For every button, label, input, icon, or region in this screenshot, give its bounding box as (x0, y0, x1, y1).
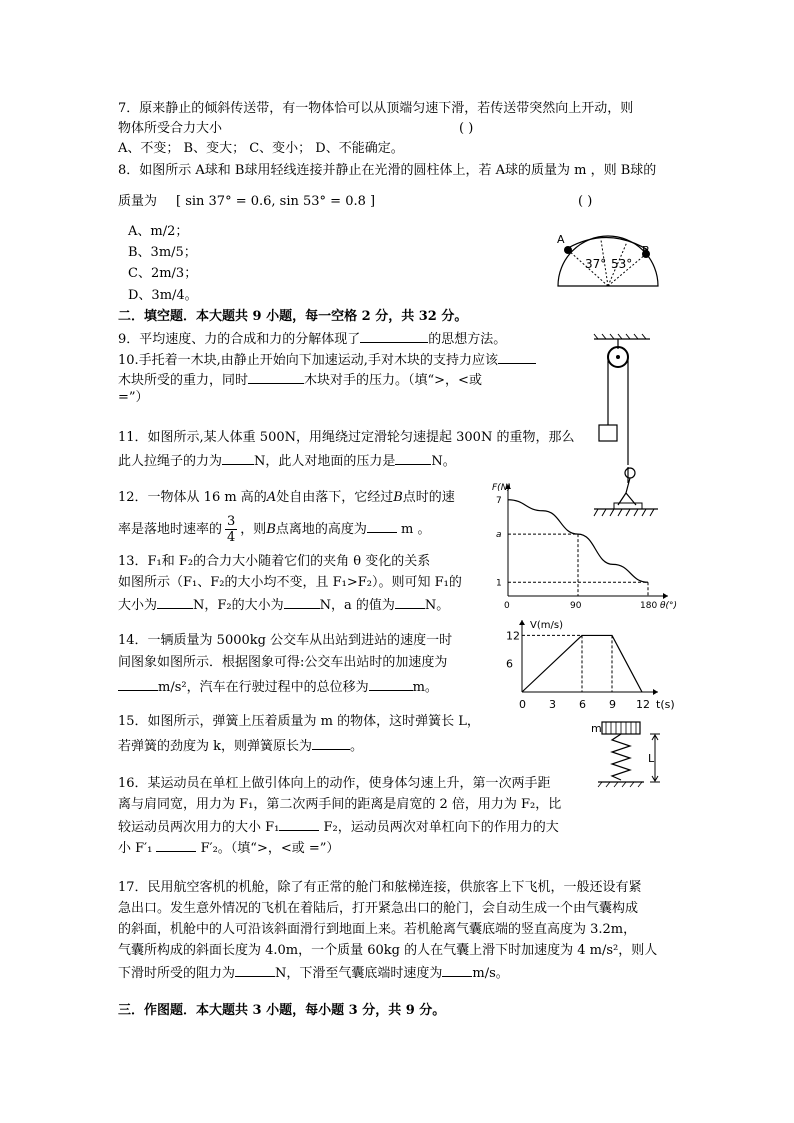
q10-line2-post: 木块对手的压力。（填“>，<或 (304, 373, 482, 388)
x-tick-6: 6 (579, 698, 586, 711)
q8-option-a: A、m/2； (128, 224, 189, 239)
angle-37: 37° (585, 257, 607, 271)
q10-line1 (118, 351, 536, 369)
x-tick-90: 90 (570, 601, 582, 611)
string (568, 237, 648, 250)
q15-l2pre: 若弹簧的劲度为 k，则弹簧原长为 (118, 739, 313, 754)
q13-l3m1: N，F₂的大小为 (193, 598, 284, 613)
q11-blank1[interactable] (222, 452, 254, 465)
q8-line1: 8．如图所示 A球和 B球用轻线连接并静止在光滑的圆柱体上，若 A球的质量为 m ，则 B球的 (118, 163, 657, 178)
velocity-line (522, 635, 642, 692)
q12-l1c: 处自由落下，它经过 (276, 490, 394, 505)
q10-blank1[interactable] (498, 351, 536, 364)
q13-force-angle-chart (486, 478, 676, 616)
q13-blank2[interactable] (284, 596, 320, 609)
q16-blank2[interactable] (156, 839, 196, 852)
person-head (625, 468, 635, 478)
length-label: L (648, 752, 655, 765)
x-tick-12: 12 (636, 698, 650, 711)
q12-l2ma: ，则 (240, 522, 267, 537)
q14-velocity-time-chart (500, 616, 675, 712)
label-b: B (642, 244, 650, 257)
q14-line1: 14．一辆质量为 5000kg 公交车从出站到进站的速度一时 (118, 633, 453, 648)
q14-blank2[interactable] (369, 678, 413, 691)
q12-l2mc: 点离地的高度为 (275, 522, 367, 537)
q10-blank2[interactable] (248, 371, 304, 384)
q9 (118, 330, 506, 348)
q13-line1: 13．F₁和 F₂的合力大小随着它们的夹角 θ 变化的关系 (118, 554, 431, 569)
q15-l2post: 。 (350, 739, 364, 754)
q17-l5post: m/s。 (472, 966, 509, 981)
q10-line3: =”） (118, 390, 149, 405)
q12-l1a: 12．一物体从 16 m 高的 (118, 490, 267, 505)
frac-num: 3 (227, 514, 236, 529)
q12-l1b: A (266, 490, 277, 505)
q16-line3 (118, 818, 559, 836)
q15-line1: 15．如图所示，弹簧上压着质量为 m 的物体，这时弹簧长 L， (118, 714, 480, 729)
q17-line5 (118, 964, 509, 982)
y-tick-1: 1 (496, 578, 502, 589)
q10-line2-pre: 木块所受的重力，同时 (118, 373, 249, 388)
y-axis-arrow (519, 620, 525, 625)
q8-cylinder-figure (553, 228, 663, 290)
x-tick-0: 0 (504, 601, 510, 611)
q10-line2 (118, 371, 482, 389)
q14-line2: 间图象如图所示．根据图象可得:公交车出站时的加速度为 (118, 655, 448, 670)
q8-formula: [ sin 37° = 0.6, sin 53° = 0.8 ] (176, 194, 376, 209)
q17-l5mid: N，下滑至气囊底端时速度为 (275, 966, 443, 981)
q11-line2-pre: 此人拉绳子的力为 (118, 454, 223, 469)
q16-l3post: F₂，运动员两次对单杠向下的作用力的大 (323, 820, 559, 835)
q8-option-d: D、3m/4。 (128, 288, 198, 303)
q11-blank2[interactable] (395, 452, 431, 465)
q11-line2 (118, 452, 456, 470)
q12-l2post: m 。 (401, 522, 431, 537)
q16-blank1[interactable] (279, 818, 319, 831)
q14-l3mid: m/s²，汽车在行驶过程中的总位移为 (158, 680, 369, 695)
q11-line1: 11．如图所示,某人体重 500N，用绳绕过定滑轮匀速提起 300N 的重物，那么 (118, 430, 575, 445)
q9-post: 的思想方法。 (428, 332, 507, 347)
q17-line3: 的斜面，机舱中的人可沿该斜面滑行到地面上来。若机舱离气囊底端的竖直高度为 3.2m， (118, 922, 637, 937)
section3-title: 三．作图题．本大题共 3 小题，每小题 3 分，共 9 分。 (118, 1003, 446, 1018)
q12-line1 (118, 490, 455, 506)
q10-line1-text: 10.手托着一木块,由静止开始向下加速运动,手对木块的支持力应该 (118, 353, 498, 368)
y-tick-7: 7 (496, 495, 502, 506)
q16-l4post: F′₂。（填“>，<或 =”） (200, 841, 340, 856)
q17-line2: 急出口。发生意外情况的飞机在着陆后，打开紧急出口的舱门，会自动生成一个由气囊构成 (118, 901, 639, 916)
q12-line2 (118, 513, 431, 547)
q7-line1: 7．原来静止的倾斜传送带，有一物体恰可以从顶端匀速下滑，若传送带突然向上开动，则 (118, 101, 634, 116)
q12-l1d: B (393, 490, 403, 505)
y-tick-6: 6 (506, 657, 513, 671)
q12-l2pre: 率是落地时速率的 (118, 522, 223, 537)
q8-option-c: C、2m/3； (128, 266, 198, 281)
q13-l3post: N。 (424, 598, 450, 613)
x-axis-arrow (653, 689, 658, 695)
section2-title: 二．填空题．本大题共 9 小题，每一空格 2 分，共 32 分。 (118, 309, 468, 324)
spring-figure (588, 720, 668, 788)
y-axis-label: F(N) (492, 483, 511, 493)
x-axis-label: t(s) (656, 698, 675, 711)
q16-line4 (118, 839, 339, 857)
frac-den: 4 (227, 530, 236, 545)
q11-line2-mid: N，此人对地面的压力是 (254, 454, 396, 469)
q16-l3pre: 较运动员两次用力的大小 F₁ (118, 820, 280, 835)
q17-l5pre: 下滑时所受的阻力为 (118, 966, 236, 981)
q17-line4: 气囊所构成的斜面长度为 4.0m，一个质量 60kg 的人在气囊上滑下时加速度为 4 m/s²，则人 (118, 943, 658, 958)
q17-blank2[interactable] (442, 964, 472, 977)
q13-line3 (118, 596, 449, 614)
y-tick-a: a (496, 530, 502, 541)
q15-line2 (118, 737, 363, 755)
q13-l3m2: N，a 的值为 (319, 598, 395, 613)
x-axis-arrow (663, 593, 668, 599)
y-tick-12: 12 (506, 629, 520, 643)
angle-53: 53° (611, 257, 633, 271)
q9-pre: 9．平均速度、力的合成和力的分解体现了 (118, 332, 361, 347)
spring-coil (612, 734, 630, 780)
q17-blank1[interactable] (235, 964, 275, 977)
q12-fraction (225, 514, 237, 545)
q8-option-b: B、3m/5； (128, 245, 197, 260)
q14-line3 (118, 678, 438, 696)
q16-line2: 离与肩同宽，用力为 F₁，第二次两手间的距离是肩宽的 2 倍，用力为 F₂，比 (118, 797, 562, 812)
q12-l2mb: B (266, 522, 276, 537)
q14-l3post: m。 (412, 680, 438, 695)
q12-blank[interactable] (367, 520, 397, 533)
x-tick-9: 9 (609, 698, 616, 711)
y-axis-label: V(m/s) (530, 620, 563, 631)
q7-options: A、不变； B、变大； C、变小； D、不能确定。 (118, 141, 404, 156)
x-tick-0: 0 (519, 698, 526, 711)
q14-blank1[interactable] (118, 678, 158, 691)
mass-label: m (591, 722, 602, 735)
q13-line2: 如图所示（F₁、F₂的大小均不变，且 F₁>F₂）。则可知 F₁的 (118, 575, 462, 590)
q8-line2: 质量为 (118, 194, 158, 209)
q13-blank1[interactable] (157, 596, 193, 609)
q9-blank[interactable] (360, 330, 428, 343)
x-tick-3: 3 (549, 698, 556, 711)
q16-l4pre: 小 F′₁ (118, 841, 153, 856)
x-axis-label: θ(°) (660, 601, 678, 611)
q16-line1: 16．某运动员在单杠上做引体向上的动作，使身体匀速上升，第一次两手距 (118, 776, 551, 791)
x-tick-180: 180 (640, 601, 658, 611)
q13-l3pre: 大小为 (118, 598, 158, 613)
q11-line2-post: N。 (431, 454, 456, 469)
q12-l1e: 点时的速 (402, 490, 455, 505)
q8-paren: ( ) (578, 194, 593, 209)
q7-line2: 物体所受合力大小 (118, 121, 223, 136)
label-a: A (557, 233, 565, 246)
q13-blank3[interactable] (395, 596, 425, 609)
weight-block (599, 425, 617, 441)
q15-blank[interactable] (312, 737, 350, 750)
q17-line1: 17．民用航空客机的机舱，除了有正常的舱门和舷梯连接，供旅客上下飞机，一般还设有紧 (118, 880, 642, 895)
q7-paren: ( ) (459, 121, 474, 136)
